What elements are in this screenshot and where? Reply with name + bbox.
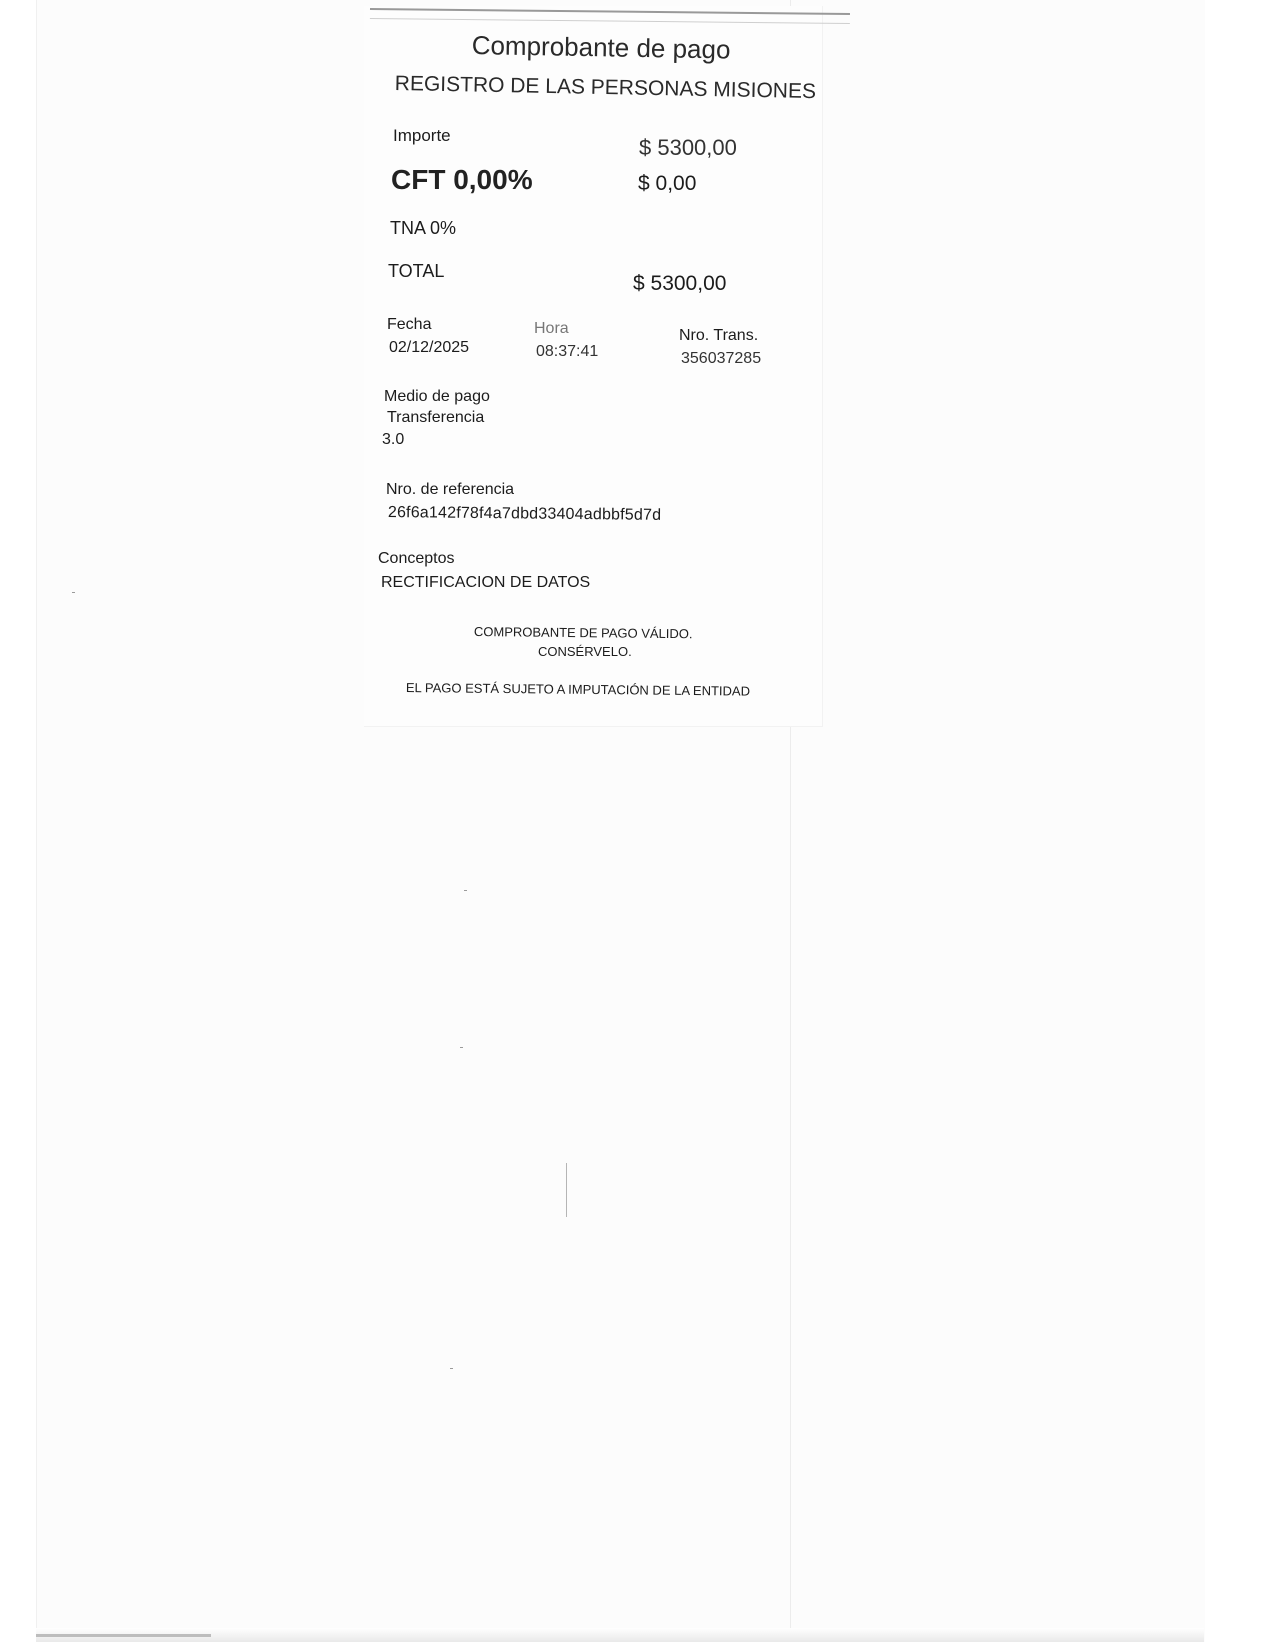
footer-imputation-notice: EL PAGO ESTÁ SUJETO A IMPUTACIÓN DE LA ENTIDAD: [405, 680, 751, 699]
scan-bottom-edge: [36, 1628, 1204, 1642]
transaction-number-value: 356037285: [681, 350, 762, 367]
scan-speck: [464, 890, 467, 891]
fecha-value: 02/12/2025: [389, 339, 470, 356]
reference-number-value: 26f6a142f78f4a7dbd33404adbbf5d7d: [387, 504, 662, 524]
receipt-title: Comprobante de pago: [471, 30, 731, 65]
transaction-number-label: Nro. Trans.: [679, 327, 759, 344]
total-label: TOTAL: [388, 261, 445, 281]
cft-label: CFT 0,00%: [391, 164, 533, 195]
scan-speck: [460, 1047, 463, 1048]
payment-method-version: 3.0: [382, 431, 405, 448]
scan-bottom-shadow: [36, 1634, 211, 1637]
footer-valid-notice: COMPROBANTE DE PAGO VÁLIDO.: [473, 624, 693, 642]
importe-value: $ 5300,00: [639, 135, 737, 160]
hora-value: 08:37:41: [536, 343, 599, 360]
payment-method-label: Medio de pago: [384, 388, 490, 405]
scan-speck: [72, 592, 75, 593]
entity-name: REGISTRO DE LAS PERSONAS MISIONES: [394, 72, 817, 104]
concepts-value: RECTIFICACION DE DATOS: [381, 574, 591, 591]
hora-label: Hora: [534, 320, 569, 337]
scan-artifact-line: [566, 1163, 567, 1217]
fecha-label: Fecha: [387, 316, 432, 333]
total-value: $ 5300,00: [633, 272, 727, 295]
scan-speck: [450, 1368, 453, 1369]
reference-number-label: Nro. de referencia: [386, 481, 515, 498]
cft-value: $ 0,00: [638, 172, 697, 195]
importe-label: Importe: [393, 126, 451, 145]
footer-keep-notice: CONSÉRVELO.: [538, 644, 632, 659]
tna-label: TNA 0%: [390, 218, 457, 238]
concepts-label: Conceptos: [378, 550, 455, 567]
payment-method-value: Transferencia: [387, 409, 485, 426]
